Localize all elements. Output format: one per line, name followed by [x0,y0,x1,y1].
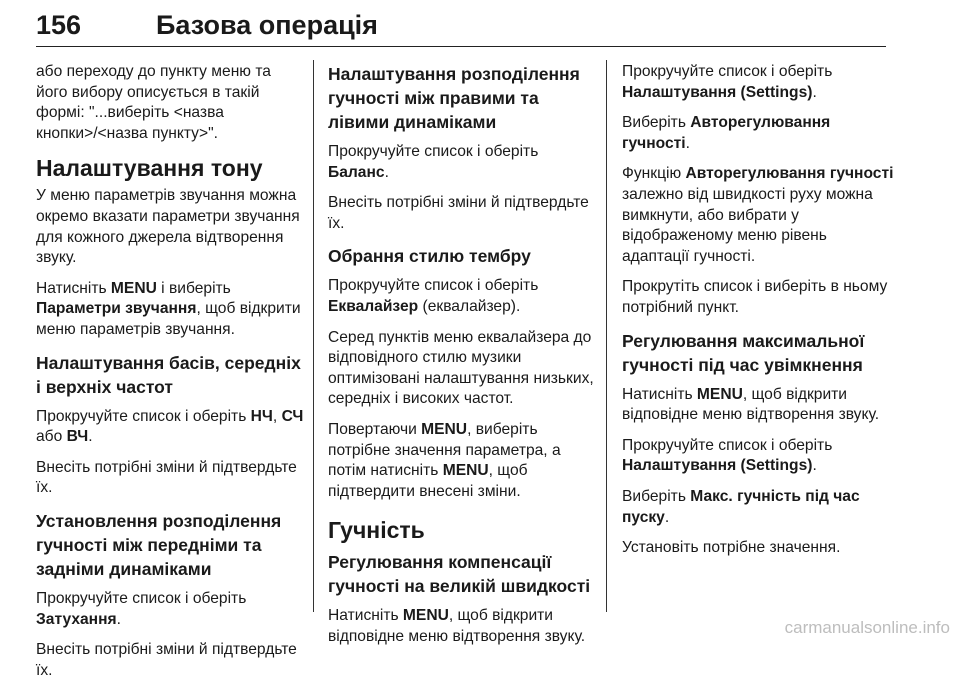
paragraph: Прокручуйте список і оберіть Еквалайзер (еквалайзер). [328,277,539,315]
page-header [36,8,886,47]
paragraph: Натисніть MENU, щоб відкрити відповідне меню відтворення звуку. [328,607,586,645]
page-title: Базова операція [156,10,378,40]
section-heading-tone: Налаштування тону [36,155,263,182]
watermark: carmanualsonline.info [784,618,950,637]
column-right [622,62,897,569]
subheading-fade: Установлення розподілення гучності між передніми та задніми динаміками [36,510,282,579]
paragraph: Установіть потрібне значення. [622,539,841,557]
paragraph: У меню параметрів звучання можна окремо вказати параметри звучання для кожного джерела відтворення звуку. [36,187,300,267]
paragraph: Повертаючи MENU, виберіть потрібне значення параметра, а потім натисніть MENU, щоб підтвердити внесені зміни. [328,420,561,500]
column-middle [328,62,596,658]
subheading-max-volume: Регулювання максимальної гучності під час увімкнення [622,330,865,375]
paragraph: Функцію Авторегулювання гучності залежно від швидкості руху можна вимкнути, або вибрати у відображеному меню рівень адаптації гучності. [622,165,894,265]
section-heading-volume: Гучність [328,517,425,544]
paragraph: Прокручуйте список і оберіть Затухання. [36,589,247,628]
subheading-style: Обрання стилю тембру [328,246,531,267]
page-number: 156 [36,10,82,40]
paragraph: Виберіть Макс. гучність під час пуску. [622,487,860,526]
paragraph: Серед пунктів меню еквалайзера до відповідного стилю музики оптимізовані налаштування низьких, середніх і високих частот. [328,328,594,408]
subheading-balance: Налаштування розподілення гучності між правими та лівими динаміками [328,64,580,132]
column-divider [606,60,607,612]
column-divider [313,60,314,612]
subheading-bass: Налаштування басів, середніх і верхніх частот [36,352,301,397]
paragraph: Натисніть MENU і виберіть Параметри звучання, щоб відкрити меню параметрів звучання. [36,279,301,338]
paragraph: Прокручуйте список і оберіть НЧ, СЧ або ВЧ. [36,407,304,446]
paragraph: Внесіть потрібні зміни й підтвердьте їх. [36,458,297,497]
paragraph: Виберіть Авторегулювання гучності. [622,114,831,152]
paragraph: Натисніть MENU, щоб відкрити відповідне меню відтворення звуку. [622,385,880,424]
paragraph: Прокручуйте список і оберіть Баланс. [328,143,539,181]
column-left [36,62,304,691]
menu-keyword: MENU [110,279,157,297]
paragraph: Прокручуйте список і оберіть Налаштування (Settings). [622,436,833,475]
paragraph: Прокрутіть список і виберіть в ньому потрібний пункт. [622,278,888,316]
subheading-compensation: Регулювання компенсації гучності на великій швидкості [328,552,591,597]
menu-item: Параметри звучання [36,300,197,318]
paragraph: Внесіть потрібні зміни й підтвердьте їх. [328,194,589,232]
paragraph: Прокручуйте список і оберіть Налаштування (Settings). [622,63,833,101]
intro-text: або переходу до пункту меню та його вибору описується в такій формі: "...виберіть <назва кнопки>/<назва пункту>". [36,63,271,142]
paragraph: Внесіть потрібні зміни й підтвердьте їх. [36,641,297,679]
